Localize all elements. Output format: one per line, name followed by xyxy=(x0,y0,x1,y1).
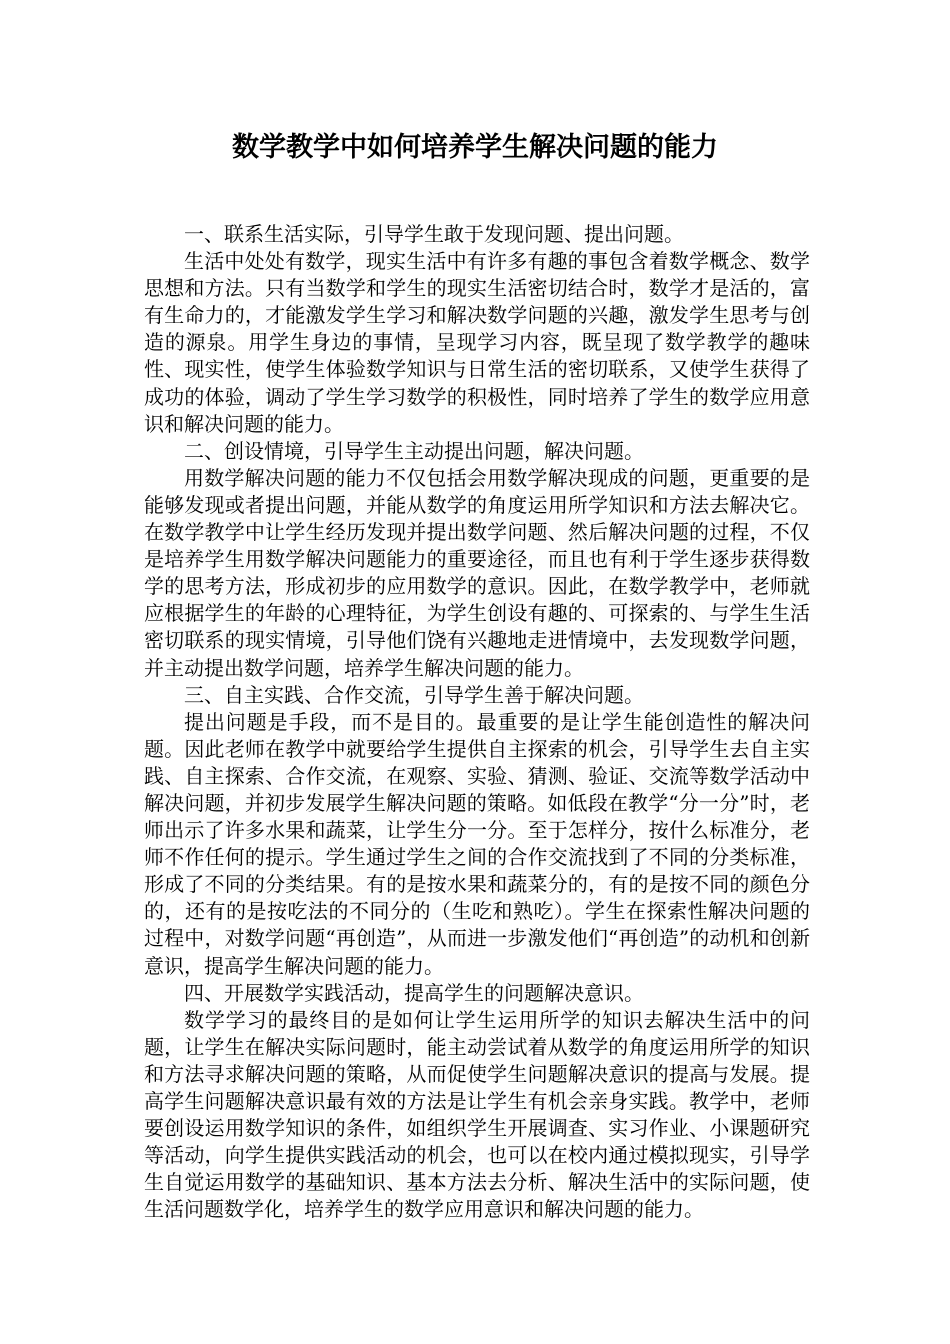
section-heading-4: 四、开展数学实践活动，提高学生的问题解决意识。 xyxy=(184,980,644,1005)
section-heading-2: 二、创设情境，引导学生主动提出问题，解决问题。 xyxy=(184,438,644,463)
document-body xyxy=(144,221,810,1223)
body-paragraph-3: 提出问题是手段，而不是目的。最重要的是让学生能创造性的解决问题。因此老师在教学中就要给学生提供自主探索的机会，引导学生去自主实践、自主探索、合作交流，在观察、实验、猜测、验证、交流等数学活动中解决问题，并初步发展学生解决问题的策略。如低段在教学“分一分”时，老师出示了许多水果和蔬菜，让学生分一分。至于怎样分，按什么标准分，老师不作任何的提示。学生通过学生之间的合作交流找到了不同的分类标准，形成了不同的分类结果。有的是按水果和蔬菜分的，有的是按不同的颜色分的，还有的是按吃法的不同分的（生吃和熟吃）。学生在探索性解决问题的过程中，对数学问题“再创造”，从而进一步激发他们“再创造”的动机和创新意识，提高学生解决问题的能力。 xyxy=(144,709,810,978)
body-paragraph-2: 用数学解决问题的能力不仅包括会用数学解决现成的问题，更重要的是能够发现或者提出问题，并能从数学的角度运用所学知识和方法去解决它。在数学教学中让学生经历发现并提出数学问题、然后解决问题的过程，不仅是培养学生用数学解决问题能力的重要途径，而且也有利于学生逐步获得数学的思考方法，形成初步的应用数学的意识。因此，在数学教学中，老师就应根据学生的年龄的心理特征，为学生创设有趣的、可探索的、与学生生活密切联系的现实情境，引导他们饶有兴趣地走进情境中，去发现数学问题，并主动提出数学问题，培养学生解决问题的能力。 xyxy=(144,465,810,680)
body-paragraph-4: 数学学习的最终目的是如何让学生运用所学的知识去解决生活中的问题，让学生在解决实际问题时，能主动尝试着从数学的角度运用所学的知识和方法寻求解决问题的策略，从而促使学生问题解决意识的提高与发展。提高学生问题解决意识最有效的方法是让学生有机会亲身实践。教学中，老师要创设运用数学知识的条件，如组织学生开展调查、实习作业、小课题研究等活动，向学生提供实践活动的机会，也可以在校内通过模拟现实，引导学生自觉运用数学的基础知识、基本方法去分析、解决生活中的实际问题，使生活问题数学化，培养学生的数学应用意识和解决问题的能力。 xyxy=(144,1007,810,1222)
section-heading-3: 三、自主实践、合作交流，引导学生善于解决问题。 xyxy=(184,682,644,707)
body-paragraph-1: 生活中处处有数学，现实生活中有许多有趣的事包含着数学概念、数学思想和方法。只有当数学和学生的现实生活密切结合时，数学才是活的，富有生命力的，才能激发学生学习和解决数学问题的兴趣，激发学生思考与创造的源泉。用学生身边的事情，呈现学习内容，既呈现了数学教学的趣味性、现实性，使学生体验数学知识与日常生活的密切联系，又使学生获得了成功的体验，调动了学生学习数学的积极性，同时培养了学生的数学应用意识和解决问题的能力。 xyxy=(144,249,810,436)
document-title: 数学教学中如何培养学生解决问题的能力 xyxy=(232,132,718,163)
section-heading-1: 一、联系生活实际，引导学生敢于发现问题、提出问题。 xyxy=(184,222,684,246)
